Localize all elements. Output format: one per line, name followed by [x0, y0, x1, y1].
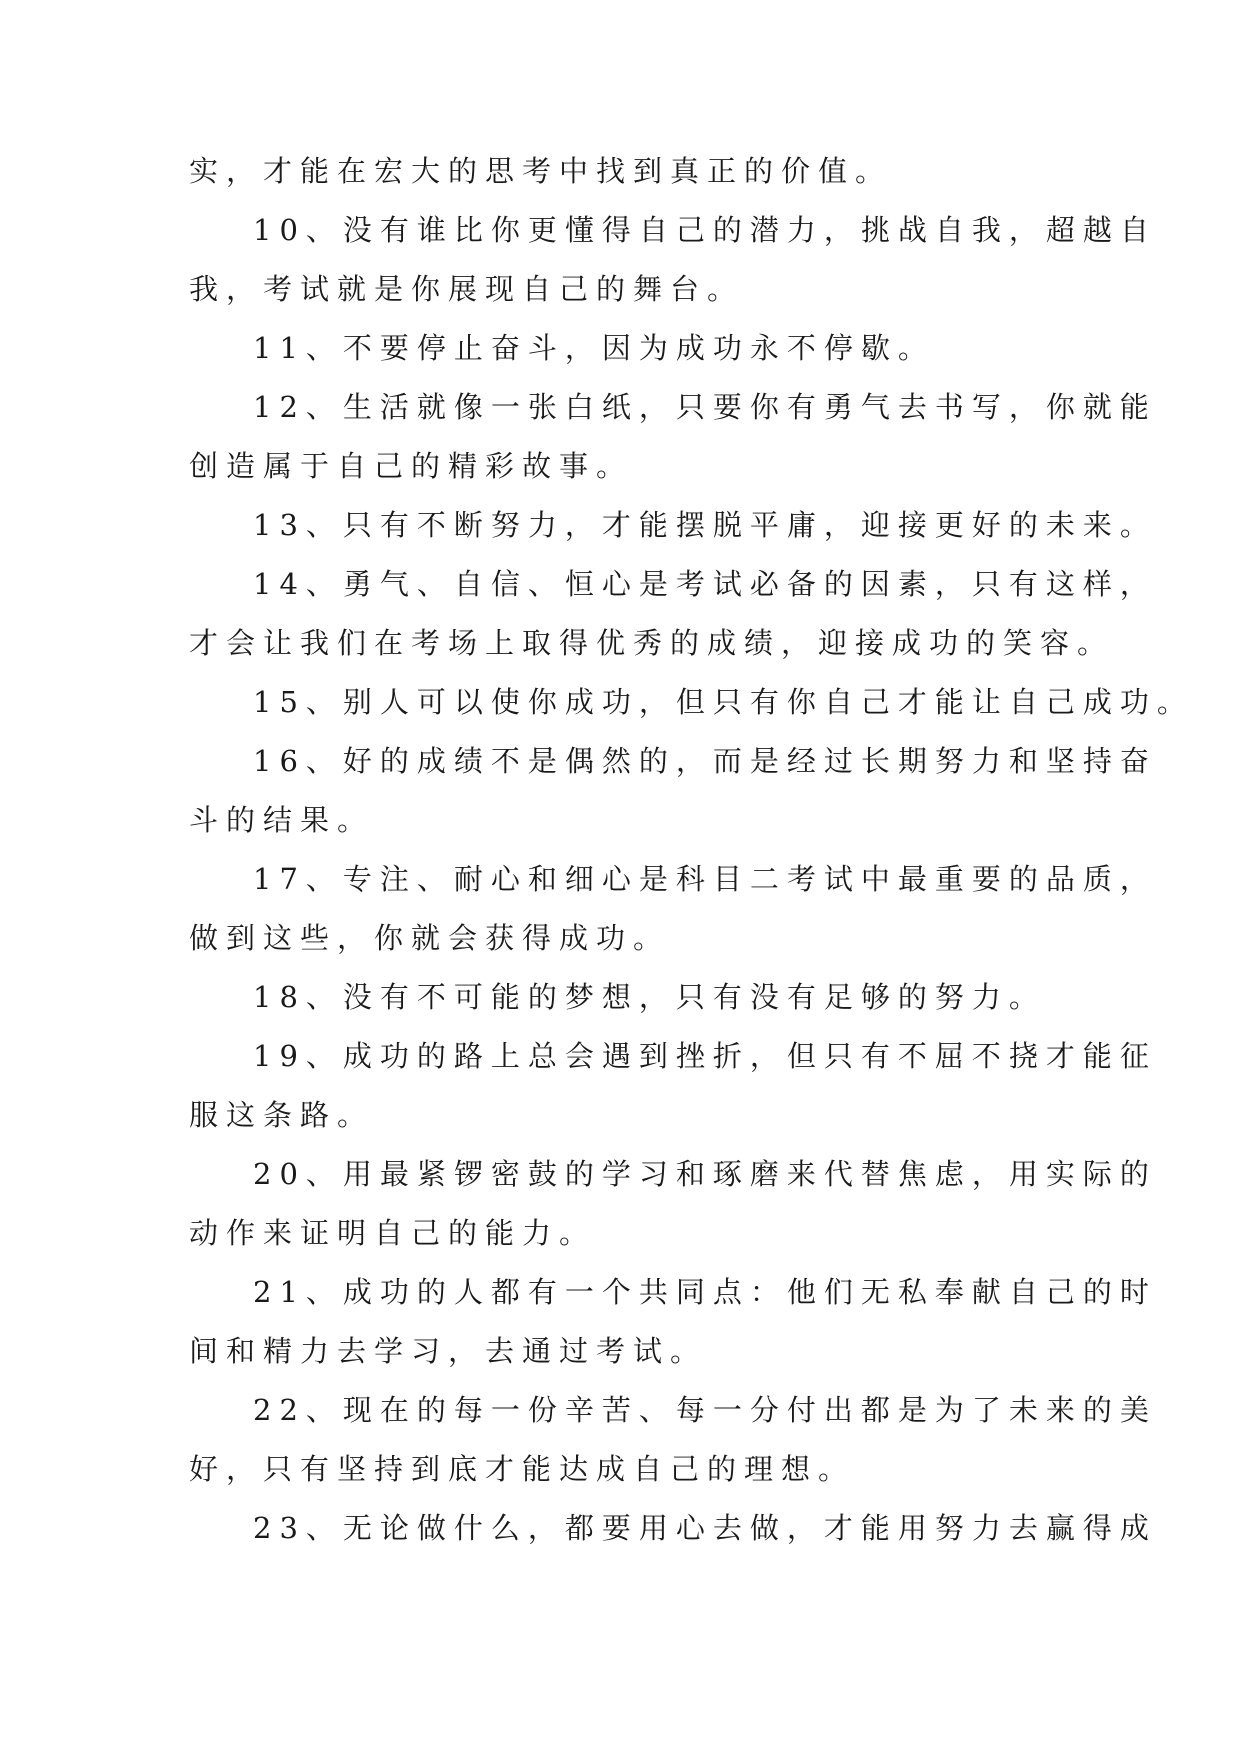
text-line: 23、无论做什么，都要用心去做，才能用努力去赢得成: [253, 1511, 1157, 1545]
document-body: [189, 154, 1194, 1570]
text-line: 才会让我们在考场上取得优秀的成绩，迎接成功的笑容。: [189, 626, 1115, 660]
text-line: 17、专注、耐心和细心是科目二考试中最重要的品质，: [253, 862, 1157, 896]
text-line: 11、不要停止奋斗，因为成功永不停歇。: [253, 331, 935, 365]
text-line: 做到这些，你就会获得成功。: [189, 921, 671, 955]
text-line: 服这条路。: [189, 1098, 375, 1132]
text-line: 创造属于自己的精彩故事。: [189, 449, 634, 483]
text-line: 19、成功的路上总会遇到挫折，但只有不屈不挠才能征: [253, 1039, 1157, 1073]
text-line: 间和精力去学习，去通过考试。: [189, 1334, 708, 1368]
text-line: 13、只有不断努力，才能摆脱平庸，迎接更好的未来。: [253, 508, 1157, 542]
text-line: 14、勇气、自信、恒心是考试必备的因素，只有这样，: [253, 567, 1157, 601]
text-line: 动作来证明自己的能力。: [189, 1216, 597, 1250]
text-line: 10、没有谁比你更懂得自己的潜力，挑战自我，超越自: [253, 213, 1157, 247]
text-line: 15、别人可以使你成功，但只有你自己才能让自己成功。: [253, 685, 1194, 719]
text-line: 20、用最紧锣密鼓的学习和琢磨来代替焦虑，用实际的: [253, 1157, 1157, 1191]
text-line: 斗的结果。: [189, 803, 375, 837]
text-line: 16、好的成绩不是偶然的，而是经过长期努力和坚持奋: [253, 744, 1157, 778]
text-line: 22、现在的每一份辛苦、每一分付出都是为了未来的美: [253, 1393, 1157, 1427]
text-line: 我，考试就是你展现自己的舞台。: [189, 272, 745, 306]
text-line: 12、生活就像一张白纸，只要你有勇气去书写，你就能: [253, 390, 1157, 424]
text-line: 18、没有不可能的梦想，只有没有足够的努力。: [253, 980, 1046, 1014]
text-line: 好，只有坚持到底才能达成自己的理想。: [189, 1452, 856, 1486]
text-line: 21、成功的人都有一个共同点：他们无私奉献自己的时: [253, 1275, 1157, 1309]
text-line: 实，才能在宏大的思考中找到真正的价值。: [189, 154, 893, 188]
